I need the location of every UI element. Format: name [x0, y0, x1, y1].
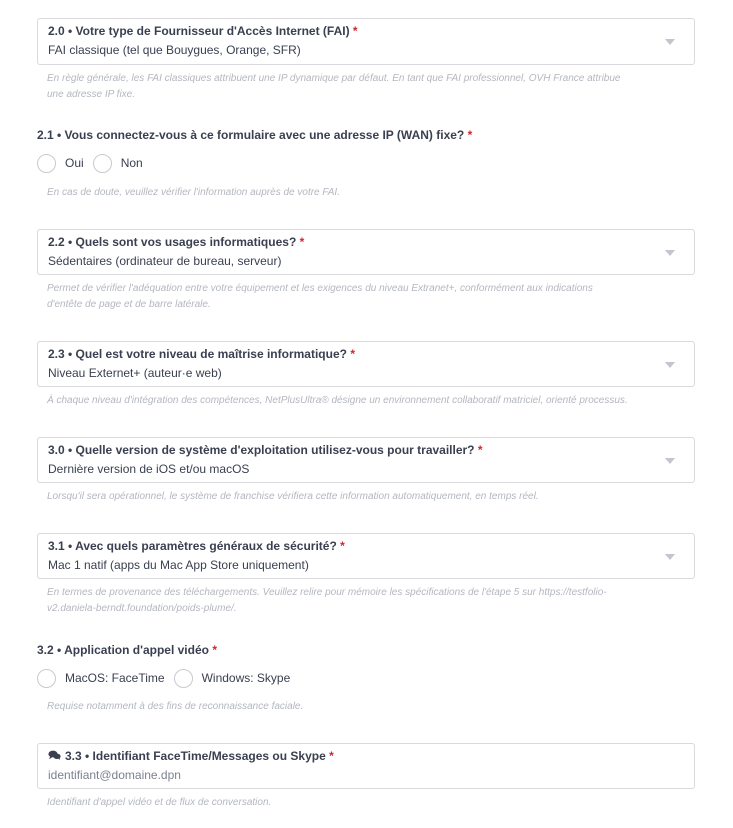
video-app-help: Requise notamment à des fins de reconnaissance faciale.	[47, 701, 304, 712]
radio-skype[interactable]	[174, 669, 193, 688]
radio-oui[interactable]	[37, 154, 56, 173]
os-version-value: Dernière version de iOS et/ou macOS	[48, 462, 250, 476]
isp-type-label: 2.0 • Votre type de Fournisseur d'Accès Internet (FAI) *	[48, 24, 358, 38]
isp-type-select[interactable]	[37, 18, 695, 65]
video-id-help: Identifiant d'appel vidéo et de flux de conversation.	[47, 797, 272, 808]
video-app-question: 3.2 • Application d'appel vidéo *	[37, 643, 217, 657]
required-marker: *	[299, 235, 305, 249]
skill-level-label: 2.3 • Quel est votre niveau de maîtrise informatique? *	[48, 347, 355, 361]
security-settings-help: En termes de provenance des téléchargements. Veuillez relire pour mémoire les spécifications de l'étape 5 sur https://testfolio- v2.daniela-berndt.foundation/poids-plume/.	[47, 587, 607, 614]
video-app-radio-group	[37, 667, 299, 689]
required-marker: *	[352, 24, 358, 38]
radio-skype-label[interactable]: Windows: Skype	[201, 671, 291, 685]
fixed-ip-help: En cas de doute, veuillez vérifier l'information auprès de votre FAI.	[47, 187, 340, 198]
fixed-ip-question: 2.1 • Vous connectez-vous à ce formulaire avec une adresse IP (WAN) fixe? *	[37, 128, 473, 142]
required-marker: *	[340, 539, 345, 553]
security-settings-select[interactable]	[37, 533, 695, 579]
chat-bubbles-icon	[48, 750, 61, 761]
radio-oui-label[interactable]: Oui	[65, 156, 84, 170]
security-settings-value: Mac 1 natif (apps du Mac App Store uniquement)	[48, 558, 309, 572]
chevron-down-icon	[665, 250, 675, 256]
chevron-down-icon	[665, 39, 675, 45]
security-settings-label: 3.1 • Avec quels paramètres généraux de sécurité? *	[48, 539, 345, 553]
skill-level-select[interactable]	[37, 341, 695, 387]
required-marker: *	[467, 128, 473, 142]
video-id-input[interactable]: identifiant@domaine.dpn	[48, 768, 181, 782]
video-id-field[interactable]	[37, 743, 695, 789]
radio-non[interactable]	[93, 154, 112, 173]
skill-level-help: À chaque niveau d'intégration des compétences, NetPlusUltra® désigne un environnement collaboratif matriciel, orienté processus.	[47, 395, 628, 406]
chevron-down-icon	[665, 362, 675, 368]
required-marker: *	[329, 749, 334, 763]
video-id-label: 3.3 • Identifiant FaceTime/Messages ou Skype *	[48, 749, 334, 763]
radio-non-label[interactable]: Non	[120, 156, 143, 170]
radio-facetime-label[interactable]: MacOS: FaceTime	[65, 671, 165, 685]
usage-value: Sédentaires (ordinateur de bureau, serveur)	[48, 254, 282, 268]
usage-help: Permet de vérifier l'adéquation entre votre équipement et les exigences du niveau Extranet+, conformément aux indications d'entête de page et de barre latérale.	[47, 283, 593, 310]
required-marker: *	[212, 643, 217, 657]
usage-label: 2.2 • Quels sont vos usages informatiques? *	[48, 235, 305, 249]
chevron-down-icon	[665, 458, 675, 464]
isp-type-value: FAI classique (tel que Bouygues, Orange, SFR)	[48, 43, 301, 57]
os-version-label: 3.0 • Quelle version de système d'exploitation utilisez-vous pour travailler? *	[48, 443, 483, 457]
skill-level-value: Niveau Externet+ (auteur·e web)	[48, 366, 222, 380]
os-version-help: Lorsqu'il sera opérationnel, le système de franchise vérifiera cette information automatiquement, en temps réel.	[47, 491, 539, 502]
isp-type-help: En règle générale, les FAI classiques attribuent une IP dynamique par défaut. En tant que FAI professionnel, OVH France attribue une adresse IP fixe.	[47, 73, 621, 100]
chevron-down-icon	[665, 554, 675, 560]
fixed-ip-radio-group	[37, 152, 152, 174]
required-marker: *	[477, 443, 483, 457]
radio-facetime[interactable]	[37, 669, 56, 688]
required-marker: *	[350, 347, 355, 361]
os-version-select[interactable]	[37, 437, 695, 483]
usage-select[interactable]	[37, 229, 695, 275]
